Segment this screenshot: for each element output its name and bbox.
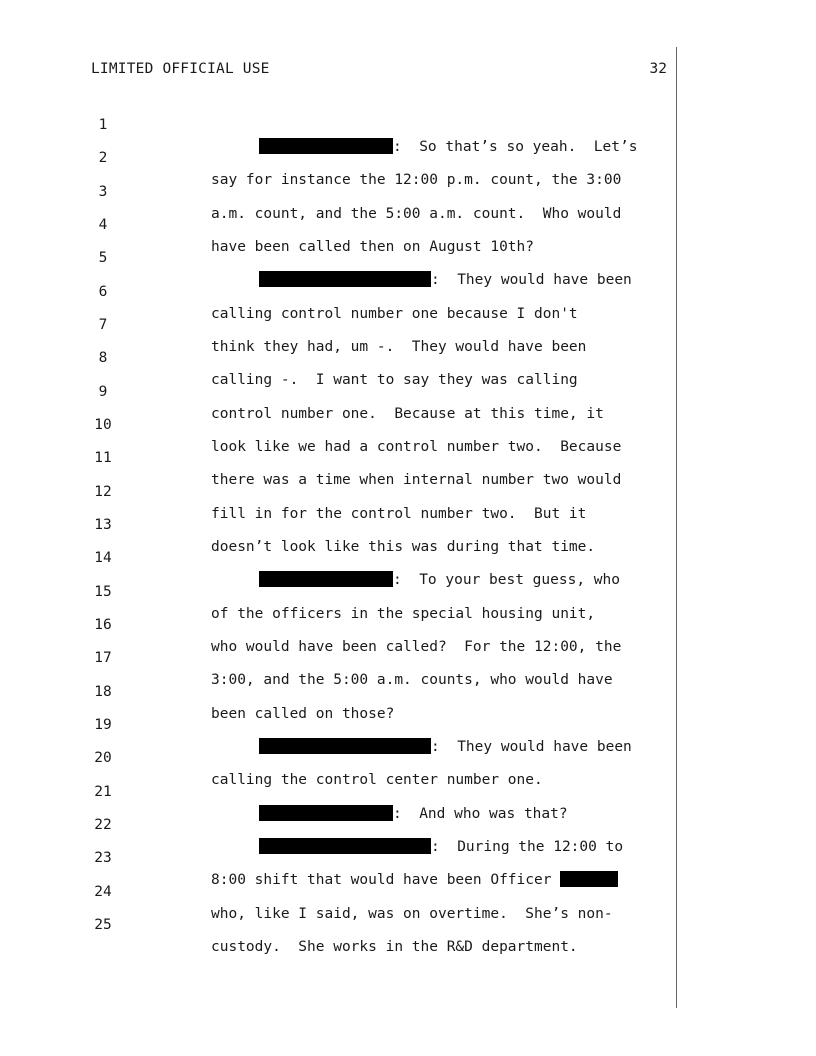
transcript-line bbox=[0, 625, 700, 688]
line-text: look like we had a control number two. Because bbox=[211, 439, 622, 455]
line-number: 24 bbox=[94, 884, 112, 900]
line-number: 22 bbox=[94, 817, 112, 833]
line-number: 12 bbox=[94, 484, 112, 500]
transcript-line bbox=[0, 125, 700, 188]
transcript-line bbox=[0, 892, 700, 955]
line-number: 25 bbox=[94, 917, 112, 933]
line-text: there was a time when internal number two would bbox=[211, 472, 622, 488]
line-number: 8 bbox=[98, 350, 108, 366]
line-number: 2 bbox=[98, 150, 108, 166]
line-number: 6 bbox=[98, 284, 108, 300]
transcript-line bbox=[0, 359, 700, 422]
transcript-line bbox=[0, 592, 700, 655]
line-number: 16 bbox=[94, 617, 112, 633]
line-text: : To your best guess, who bbox=[393, 572, 620, 588]
line-number: 11 bbox=[94, 450, 112, 466]
line-number: 19 bbox=[94, 717, 112, 733]
transcript-line bbox=[0, 292, 700, 355]
transcript-line bbox=[0, 425, 700, 488]
line-text: a.m. count, and the 5:00 a.m. count. Who would bbox=[211, 206, 622, 222]
line-text: calling -. I want to say they was calling bbox=[211, 372, 578, 388]
line-text: have been called then on August 10th? bbox=[211, 239, 535, 255]
transcript-line bbox=[0, 225, 700, 288]
line-number: 21 bbox=[94, 784, 112, 800]
line-text: doesn’t look like this was during that time. bbox=[211, 539, 596, 555]
line-number: 17 bbox=[94, 650, 112, 666]
transcript-line bbox=[0, 792, 700, 855]
transcript-line bbox=[0, 192, 700, 255]
transcript-line bbox=[0, 525, 700, 588]
line-text: 8:00 shift that would have been Officer bbox=[211, 872, 561, 888]
transcript-line bbox=[0, 859, 700, 922]
line-text: fill in for the control number two. But it bbox=[211, 506, 587, 522]
page-number: 32 bbox=[649, 61, 667, 77]
line-number: 15 bbox=[94, 584, 112, 600]
line-number: 10 bbox=[94, 417, 112, 433]
line-text: : During the 12:00 to bbox=[431, 839, 624, 855]
line-number: 1 bbox=[98, 117, 108, 133]
line-text: of the officers in the special housing unit, bbox=[211, 606, 596, 622]
transcript-line bbox=[0, 459, 700, 522]
line-text: calling the control center number one. bbox=[211, 772, 543, 788]
line-text: who would have been called? For the 12:00, the bbox=[211, 639, 622, 655]
line-text: who, like I said, was on overtime. She’s non- bbox=[211, 906, 613, 922]
line-text: say for instance the 12:00 p.m. count, the 3:00 bbox=[211, 172, 622, 188]
line-number: 7 bbox=[98, 317, 108, 333]
line-number: 5 bbox=[98, 250, 108, 266]
line-text: : So that’s so yeah. Let’s bbox=[393, 139, 638, 155]
line-number: 18 bbox=[94, 684, 112, 700]
transcript-line bbox=[0, 492, 700, 555]
line-number: 23 bbox=[94, 850, 112, 866]
line-number: 20 bbox=[94, 750, 112, 766]
line-text: : And who was that? bbox=[393, 806, 568, 822]
transcript-line bbox=[0, 825, 700, 888]
transcript-line bbox=[0, 159, 700, 222]
line-text: 3:00, and the 5:00 a.m. counts, who would have bbox=[211, 672, 613, 688]
transcript-line bbox=[0, 725, 700, 788]
line-number: 14 bbox=[94, 550, 112, 566]
transcript-line bbox=[0, 325, 700, 388]
line-number: 9 bbox=[98, 384, 108, 400]
transcript-line bbox=[0, 559, 700, 622]
transcript-line bbox=[0, 759, 700, 822]
line-text: calling control number one because I don't bbox=[211, 306, 578, 322]
line-text: control number one. Because at this time, it bbox=[211, 406, 604, 422]
line-text: think they had, um -. They would have been bbox=[211, 339, 587, 355]
transcript-line bbox=[0, 692, 700, 755]
transcript-line bbox=[0, 92, 700, 155]
line-text: custody. She works in the R&D department. bbox=[211, 939, 578, 955]
line-number: 3 bbox=[98, 184, 108, 200]
line-number: 4 bbox=[98, 217, 108, 233]
transcript-line bbox=[0, 659, 700, 722]
transcript-line bbox=[0, 392, 700, 455]
line-text: : They would have been bbox=[431, 272, 632, 288]
line-text: been called on those? bbox=[211, 706, 395, 722]
line-text: : They would have been bbox=[431, 739, 632, 755]
transcript-line bbox=[0, 259, 700, 322]
classification-header: LIMITED OFFICIAL USE bbox=[91, 61, 270, 77]
line-number: 13 bbox=[94, 517, 112, 533]
